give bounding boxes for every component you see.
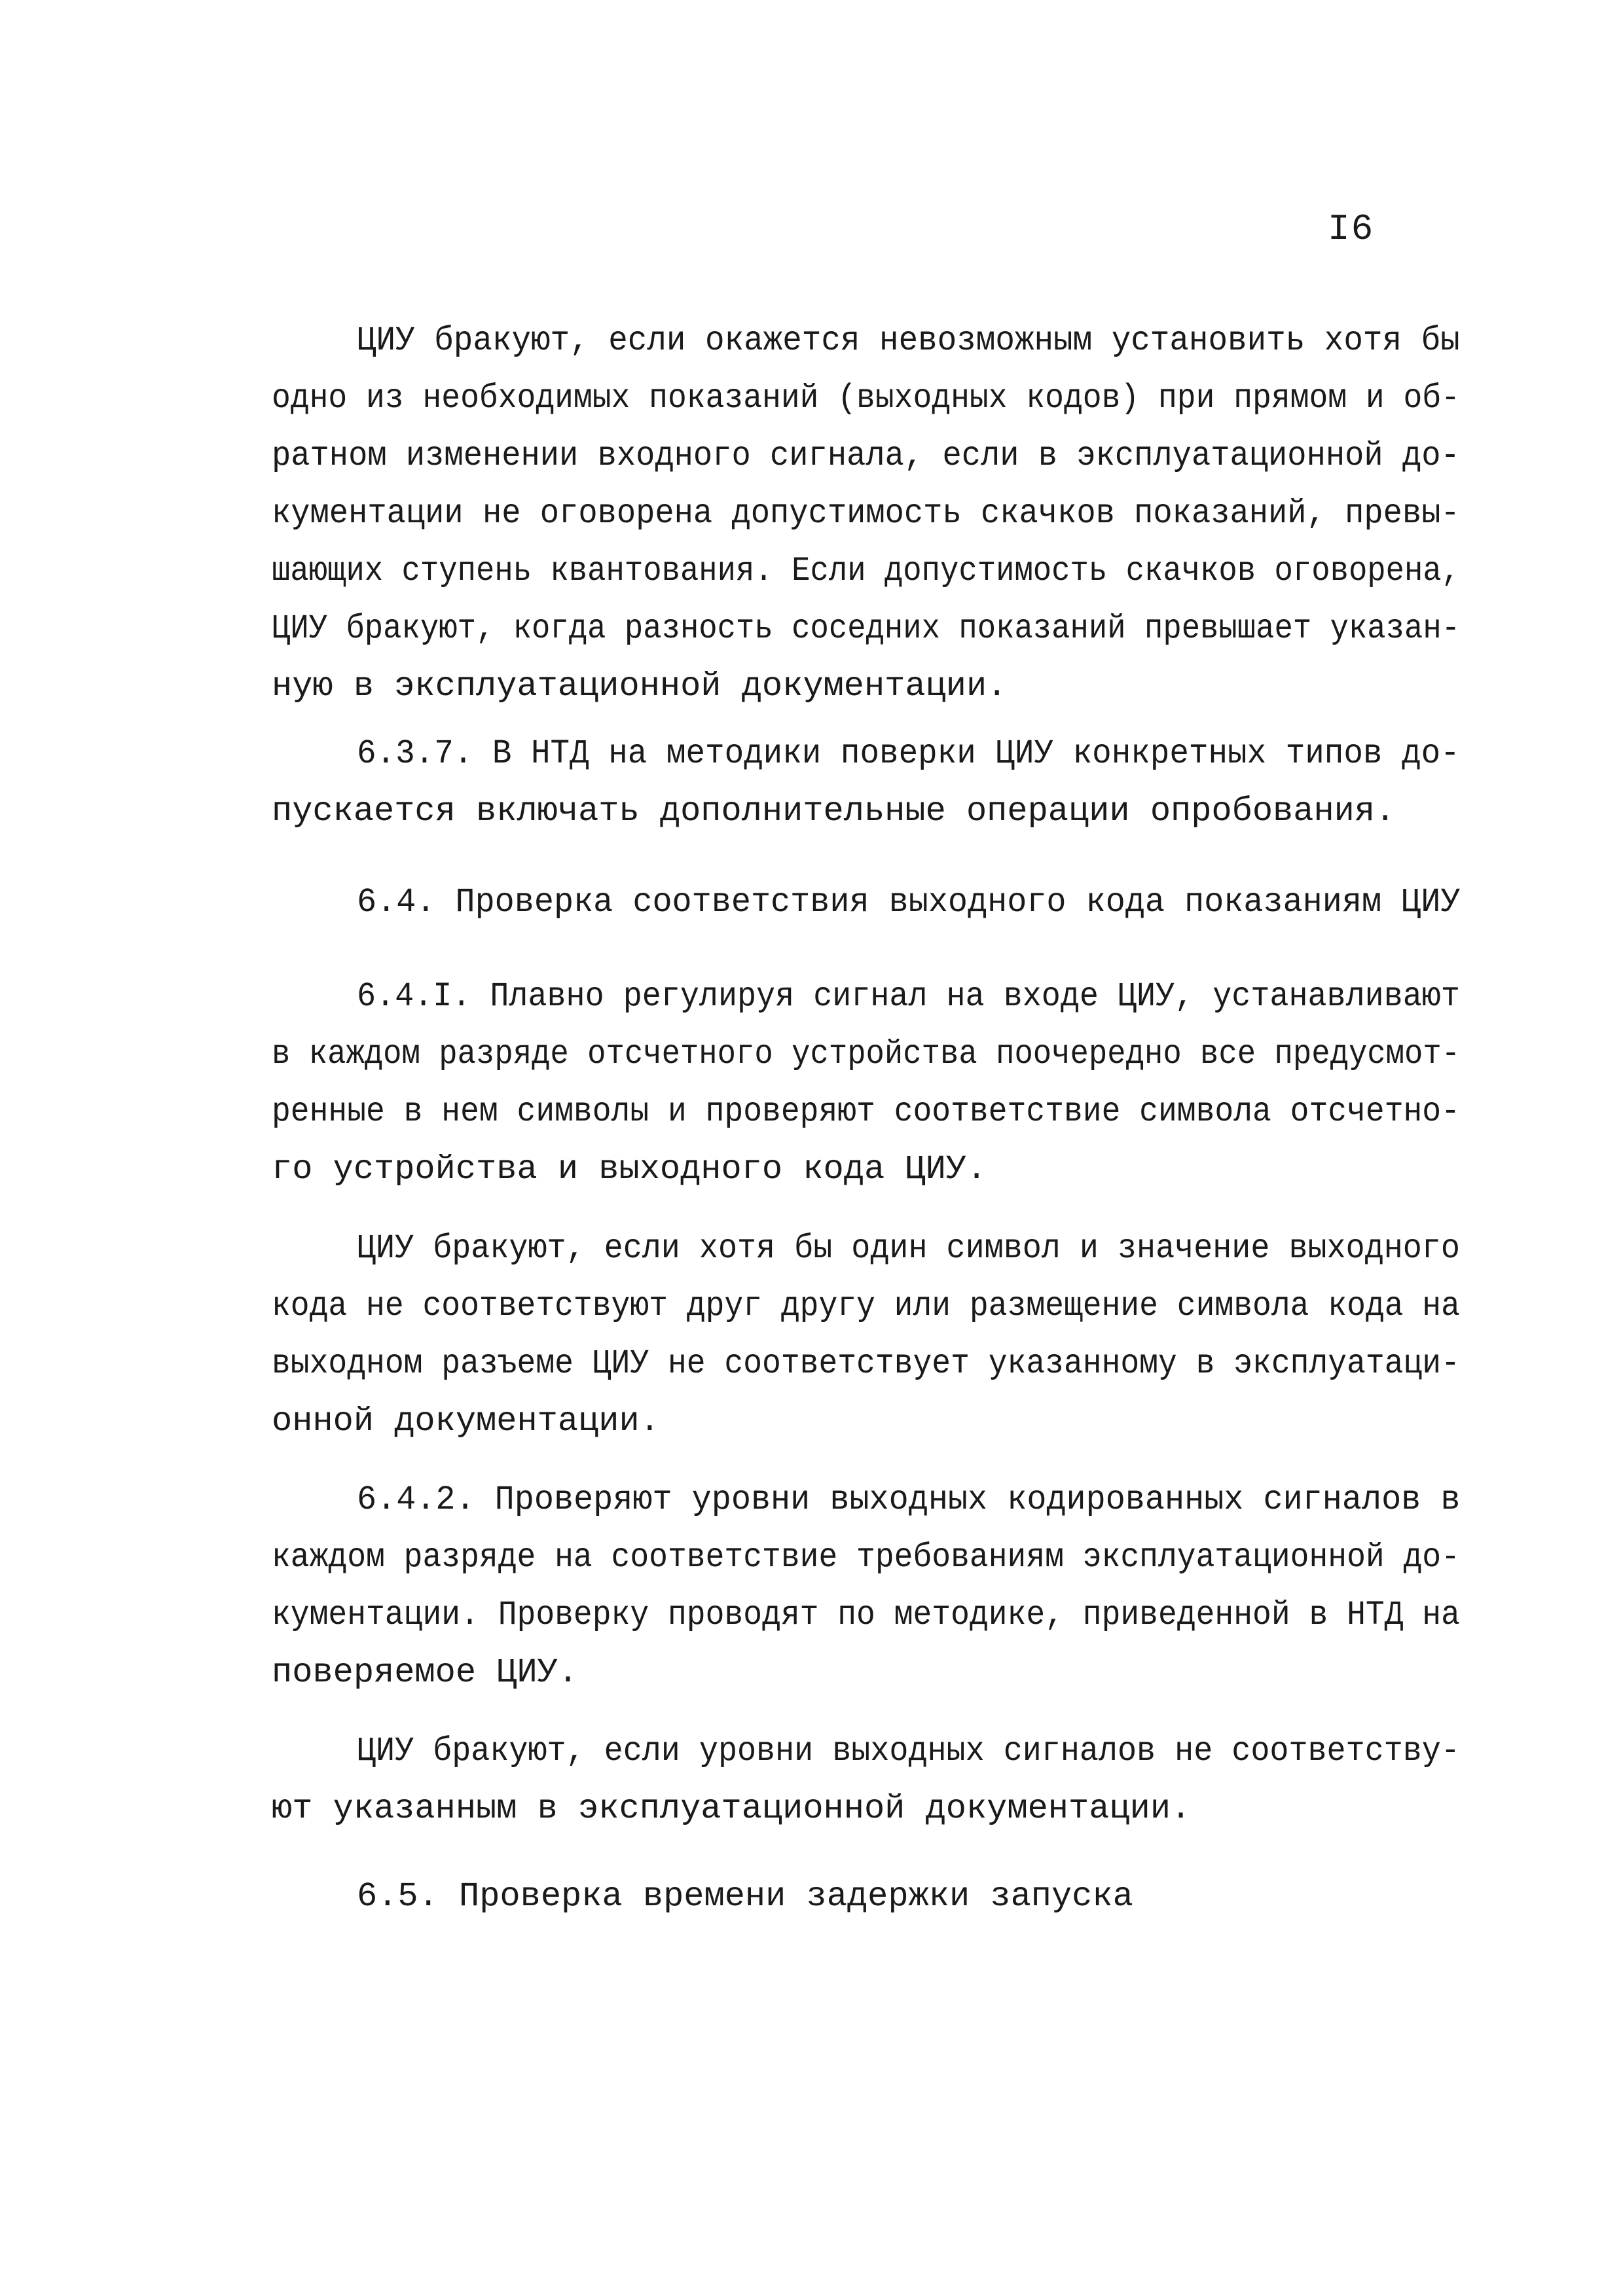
text-line: поверяемое ЦИУ. (272, 1653, 579, 1692)
section-heading: 6.4. Проверка соответствия выходного кода показаниям ЦИУ (357, 883, 1461, 922)
page-number: I6 (1328, 208, 1375, 250)
text-line: выходном разъеме ЦИУ не соответствует указанному в эксплуатаци- (272, 1344, 1460, 1383)
text-line: ЦИУ бракуют, если окажется невозможным установить хотя бы (357, 321, 1460, 360)
text-line: ренные в нем символы и проверяют соответствие символа отсчетно- (272, 1092, 1460, 1131)
text-line: пускается включать дополнительные операции опробования. (272, 792, 1396, 831)
text-line: каждом разряде на соответствие требованиям эксплуатационной до- (272, 1538, 1460, 1577)
text-line: ЦИУ бракуют, если уровни выходных сигналов не соответству- (357, 1732, 1460, 1770)
text-line: 6.4.I. Плавно регулируя сигнал на входе ЦИУ, устанавливают (357, 977, 1460, 1016)
text-line: одно из необходимых показаний (выходных кодов) при прямом и об- (272, 379, 1460, 418)
text-line: 6.4.2. Проверяют уровни выходных кодированных сигналов в (357, 1480, 1461, 1519)
text-line: ратном изменении входного сигнала, если в эксплуатационной до- (272, 437, 1460, 475)
text-line: кументации не оговорена допустимость скачков показаний, превы- (272, 494, 1460, 533)
text-line: ЦИУ бракуют, если хотя бы один символ и значение выходного (357, 1229, 1460, 1268)
text-line: ют указанным в эксплуатационной документации. (272, 1789, 1192, 1828)
section-heading: 6.5. Проверка времени задержки запуска (357, 1877, 1133, 1916)
text-line: кода не соответствуют друг другу или размещение символа кода на (272, 1287, 1460, 1325)
text-line: ную в эксплуатационной документации. (272, 667, 1008, 706)
text-line: кументации. Проверку проводят по методике, приведенной в НТД на (272, 1596, 1460, 1634)
text-line: онной документации. (272, 1402, 660, 1441)
text-line: 6.3.7. В НТД на методики поверки ЦИУ конкретных типов до- (357, 734, 1460, 773)
text-line: в каждом разряде отсчетного устройства поочередно все предусмот- (272, 1035, 1461, 1073)
text-line: ЦИУ бракуют, когда разность соседних показаний превышает указан- (272, 609, 1461, 648)
text-line: го устройства и выходного кода ЦИУ. (272, 1150, 987, 1189)
text-line: шающих ступень квантования. Если допустимость скачков оговорена, (272, 552, 1461, 590)
